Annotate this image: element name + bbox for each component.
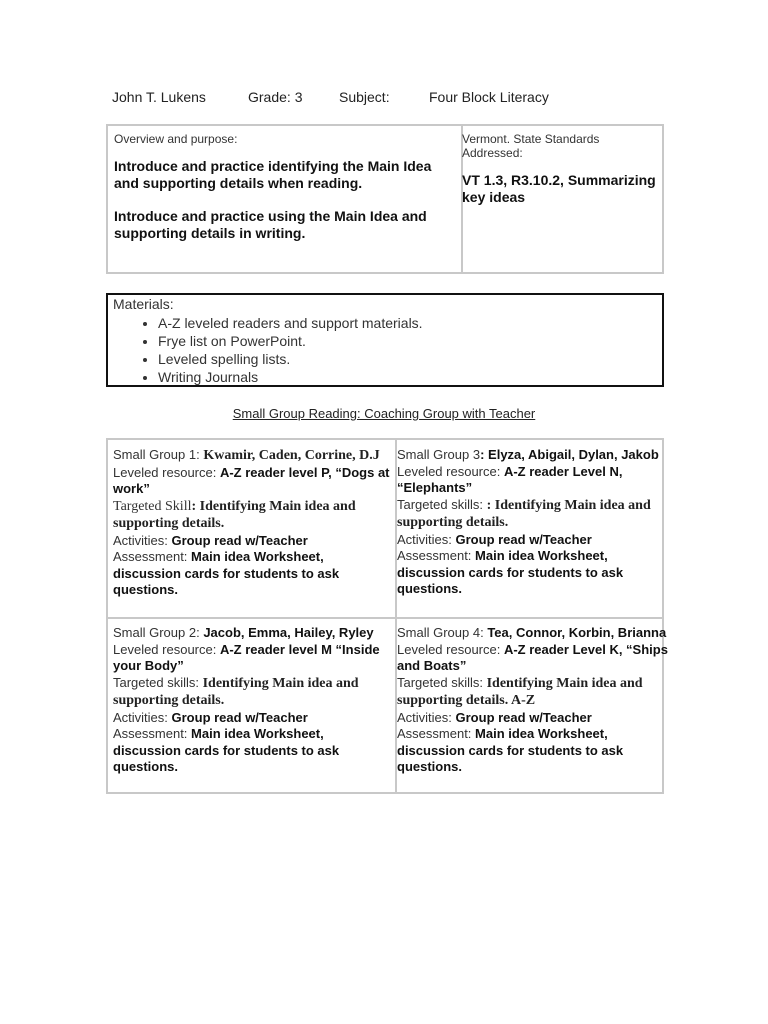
group-label: Small Group 3 [397, 447, 481, 462]
subject: Four Block Literacy [429, 89, 549, 105]
small-group-1 [113, 447, 391, 599]
activities-label: Activities: [397, 531, 456, 547]
purpose-reading: Introduce and practice identifying the Main Idea and supporting details when reading. [114, 158, 432, 191]
list-item: • Leveled spelling lists. [158, 350, 423, 368]
grade: Grade: 3 [248, 89, 303, 105]
assessment-label: Assessment: [397, 548, 476, 563]
assessment-label: Assessment: [397, 726, 476, 741]
resource-label: Leveled resource: [397, 641, 504, 657]
section-heading [0, 406, 768, 421]
skill-label: Targeted skills: [397, 674, 487, 690]
assessment-value: Main idea Worksheet, discussion cards for students to ask questions. [113, 549, 340, 597]
group-label: Small Group 4: [397, 625, 488, 640]
list-item: • Writing Journals [158, 368, 423, 386]
section-heading-text: Small Group Reading: Coaching Group with Teacher [232, 406, 536, 421]
standards-cell [462, 132, 658, 206]
list-item: • Frye list on PowerPoint. [158, 332, 423, 350]
skill-value: : Identifying Main idea and supporting details. [397, 497, 651, 530]
activities-value: Group read w/Teacher [171, 532, 308, 548]
assessment-value: Main idea Worksheet, discussion cards for students to ask questions. [113, 726, 340, 774]
skill-value: Identifying Main idea and supporting details. [113, 675, 359, 708]
materials-box [106, 293, 664, 387]
standards-value: VT 1.3, R3.10.2, Summarizing key ideas [462, 172, 656, 205]
assessment-value: Main idea Worksheet, discussion cards for students to ask questions. [397, 548, 624, 596]
groups-table [106, 438, 668, 794]
materials-title: Materials: [113, 296, 174, 312]
resource-value: A-Z reader level P, “Dogs at work” [113, 464, 390, 496]
activities-label: Activities: [113, 709, 172, 725]
standards-label: Vermont. State Standards Addressed: [462, 132, 600, 160]
small-group-3 [397, 447, 675, 598]
group-label: Small Group 2: [113, 625, 204, 640]
skill-label: Targeted skills: [397, 496, 487, 512]
resource-value: A-Z reader Level N, “Elephants” [397, 463, 623, 495]
assessment-label: Assessment: [113, 726, 192, 741]
overview-label: Overview and purpose: [114, 132, 238, 146]
activities-value: Group read w/Teacher [455, 709, 592, 725]
skill-value: Identifying Main idea and supporting details. A-Z [397, 675, 643, 708]
skill-value: : Identifying Main idea and supporting details. [113, 498, 356, 531]
assessment-value: Main idea Worksheet, discussion cards for students to ask questions. [397, 726, 624, 774]
overview-cell [114, 132, 454, 242]
small-group-2 [113, 625, 391, 776]
group-students: Tea, Connor, Korbin, Brianna [487, 625, 667, 640]
resource-label: Leveled resource: [397, 463, 504, 479]
resource-label: Leveled resource: [113, 464, 220, 480]
resource-value: A-Z reader level M “Inside your Body” [113, 641, 380, 673]
activities-value: Group read w/Teacher [171, 709, 308, 725]
activities-value: Group read w/Teacher [455, 531, 592, 547]
resource-value: A-Z reader Level K, “Ships and Boats” [397, 641, 668, 673]
small-group-4 [397, 625, 675, 776]
skill-label: Targeted skills: [113, 674, 203, 690]
group-label: Small Group 1: [113, 447, 204, 462]
group-students: : Elyza, Abigail, Dylan, Jakob [480, 447, 659, 462]
overview-table [106, 124, 664, 274]
subject-label: Subject: [339, 89, 390, 105]
list-item: • A-Z leveled readers and support materials. [158, 314, 423, 332]
teacher-name: John T. Lukens [112, 89, 206, 105]
resource-label: Leveled resource: [113, 641, 220, 657]
purpose-writing: Introduce and practice using the Main Idea and supporting details in writing. [114, 208, 427, 241]
activities-label: Activities: [113, 532, 172, 548]
group-students: Jacob, Emma, Hailey, Ryley [203, 625, 374, 640]
groups-horizontal-divider [108, 617, 662, 619]
group-students: Kwamir, Caden, Corrine, D.J [203, 448, 380, 463]
materials-list [108, 314, 423, 386]
skill-label: Targeted Skill [113, 498, 192, 514]
activities-label: Activities: [397, 709, 456, 725]
assessment-label: Assessment: [113, 549, 192, 564]
